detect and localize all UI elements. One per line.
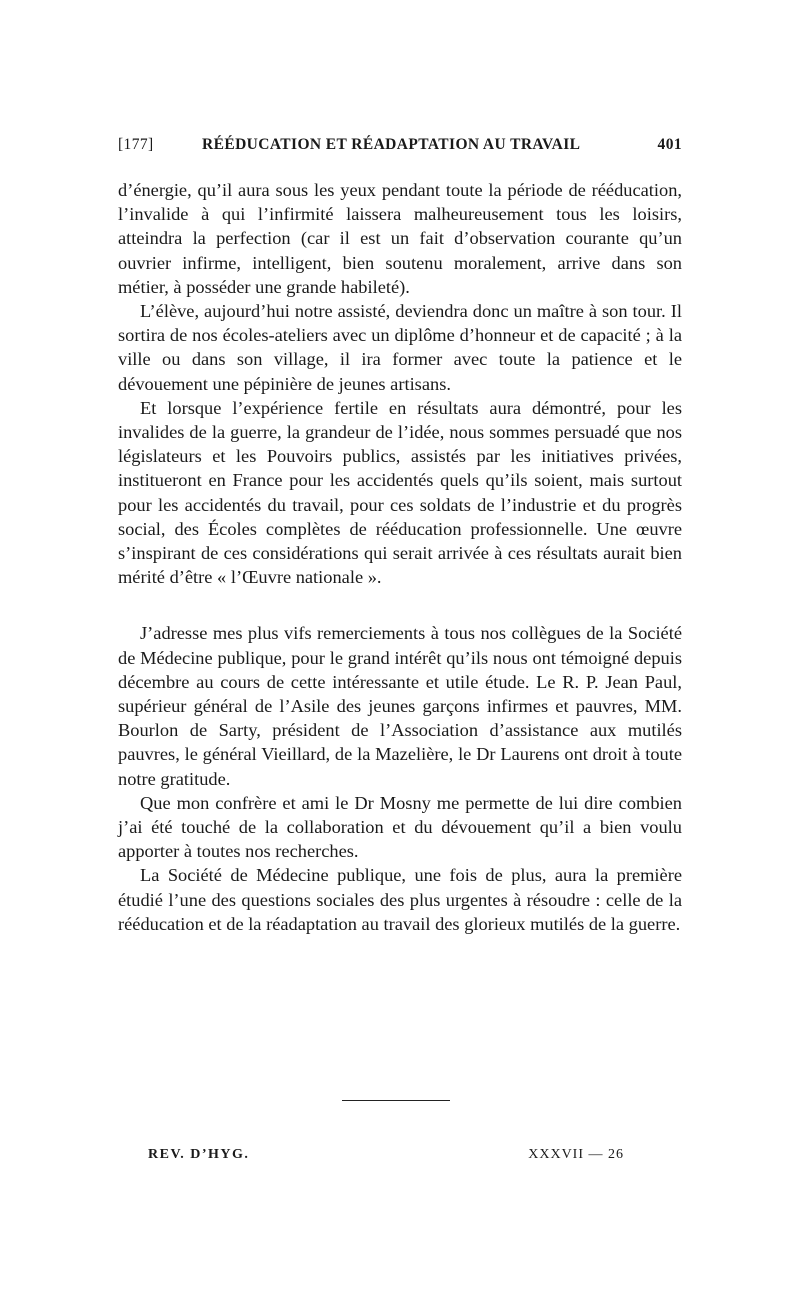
running-header <box>118 136 682 160</box>
running-title: RÉÉDUCATION ET RÉADAPTATION AU TRAVAIL <box>202 136 581 153</box>
paragraph-continued: d’énergie, qu’il aura sous les yeux pendant toute la période de rééducation, l’invalide à qui l’infirmité laissera malheureusement tous les loisirs, atteindra la perfection (car il est un fait d’observation courante qu’un ouvrier infirme, intelligent, bien soutenu moralement, arrive dans son métier, à posséder une grande habileté). <box>118 180 682 297</box>
page-footer <box>118 1147 682 1169</box>
page-reference: [177] <box>118 136 154 153</box>
end-rule <box>342 1100 450 1101</box>
page-number: 401 <box>657 136 682 153</box>
body-text <box>118 178 682 936</box>
paragraph: J’adresse mes plus vifs remerciements à tous nos collègues de la Société de Médecine publique, pour le grand intérêt qu’ils nous ont témoigné depuis décembre au cours de cette intéressante et utile étude. Le R. P. Jean Paul, supérieur général de l’Asile des jeunes garçons infirmes et pauvres, MM. Bourlon de Sarty, président de l’Association d’assistance aux mutilés pauvres, le général Vieillard, de la Mazelière, le Dr Laurens ont droit à toute notre gratitude. <box>118 623 682 789</box>
paragraph: La Société de Médecine publique, une fois de plus, aura la première étudié l’une des questions sociales des plus urgentes à résoudre : celle de la rééducation et de la réadaptation au travail des glorieux mutilés de la guerre. <box>118 865 682 934</box>
paragraph: Et lorsque l’expérience fertile en résultats aura démontré, pour les invalides de la guerre, la grandeur de l’idée, nous sommes persuadé que nos législateurs et les Pouvoirs publics, assistés par les initiatives privées, institueront en France pour les accidentés quels qu’ils soient, mais surtout pour les accidentés du travail, pour ces soldats de l’industrie et du progrès social, des Écoles complètes de rééducation professionnelle. Une œuvre s’inspirant de ces considérations qui serait arrivée à ces résultats aurait bien mérité d’être « l’Œuvre nationale ». <box>118 397 682 588</box>
section-gap <box>118 589 682 621</box>
paragraph: L’élève, aujourd’hui notre assisté, deviendra donc un maître à son tour. Il sortira de nos écoles-ateliers avec un diplôme d’honneur et de capacité ; à la ville ou dans son village, il ira former avec toute la patience et le dévouement une pépinière de jeunes artisans. <box>118 301 682 394</box>
volume-signature: XXXVII — 26 <box>528 1147 624 1162</box>
journal-signature: REV. D’HYG. <box>148 1147 250 1162</box>
paragraph: Que mon confrère et ami le Dr Mosny me permette de lui dire combien j’ai été touché de la collaboration et du dévouement qu’il a bien voulu apporter à toutes nos recherches. <box>118 792 682 862</box>
